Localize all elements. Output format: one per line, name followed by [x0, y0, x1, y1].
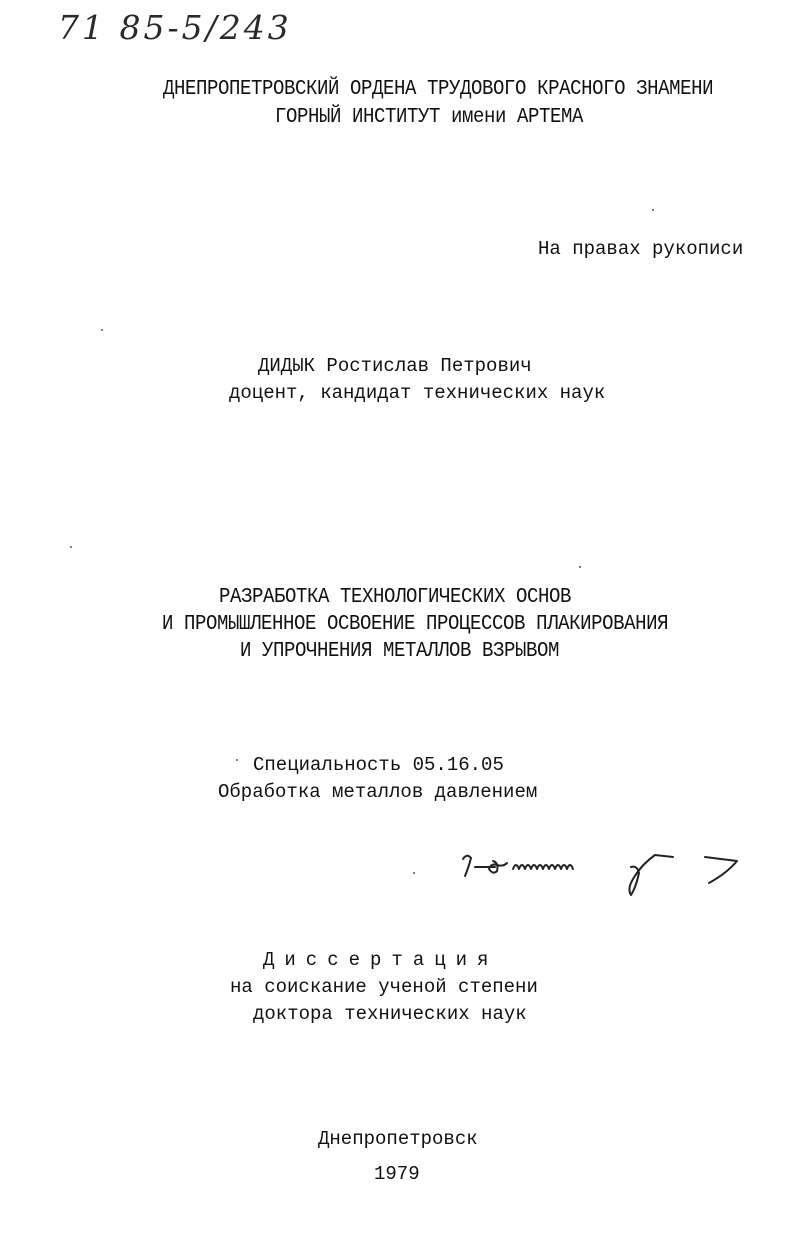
- handwritten-signature: [455, 845, 755, 905]
- degree-name-line: доктора технических наук: [253, 1003, 527, 1025]
- scan-speck: [101, 329, 103, 331]
- specialty-code: Специальность 05.16.05: [253, 754, 504, 776]
- institution-line-2: ГОРНЫЙ ИНСТИТУТ имени АРТЕМА: [275, 104, 584, 129]
- specialty-name: Обработка металлов давлением: [218, 781, 538, 803]
- degree-purpose-line: на соискание ученой степени: [230, 976, 538, 998]
- city: Днепропетровск: [318, 1128, 478, 1150]
- scan-speck: [652, 209, 654, 211]
- author-name: ДИДЫК Ростислав Петрович: [258, 355, 532, 377]
- author-credentials: доцент, кандидат технических наук: [229, 382, 606, 404]
- institution-line-1: ДНЕПРОПЕТРОВСКИЙ ОРДЕНА ТРУДОВОГО КРАСНОГО ЗНАМЕНИ: [163, 76, 714, 101]
- scan-speck: [413, 872, 415, 874]
- thesis-title-line-3: И УПРОЧНЕНИЯ МЕТАЛЛОВ ВЗРЫВОМ: [240, 638, 560, 663]
- thesis-title-line-1: РАЗРАБОТКА ТЕХНОЛОГИЧЕСКИХ ОСНОВ: [219, 584, 572, 609]
- scan-speck: [579, 566, 581, 568]
- archive-number-handwritten: 71 85-5/243: [58, 8, 292, 47]
- scan-speck: [236, 759, 238, 761]
- year: 1979: [374, 1163, 420, 1185]
- manuscript-rights-note: На правах рукописи: [538, 238, 744, 260]
- scan-speck: [70, 546, 72, 548]
- document-type-heading: Диссертация: [263, 949, 499, 971]
- thesis-title-line-2: И ПРОМЫШЛЕННОЕ ОСВОЕНИЕ ПРОЦЕССОВ ПЛАКИРОВАНИЯ: [162, 611, 669, 636]
